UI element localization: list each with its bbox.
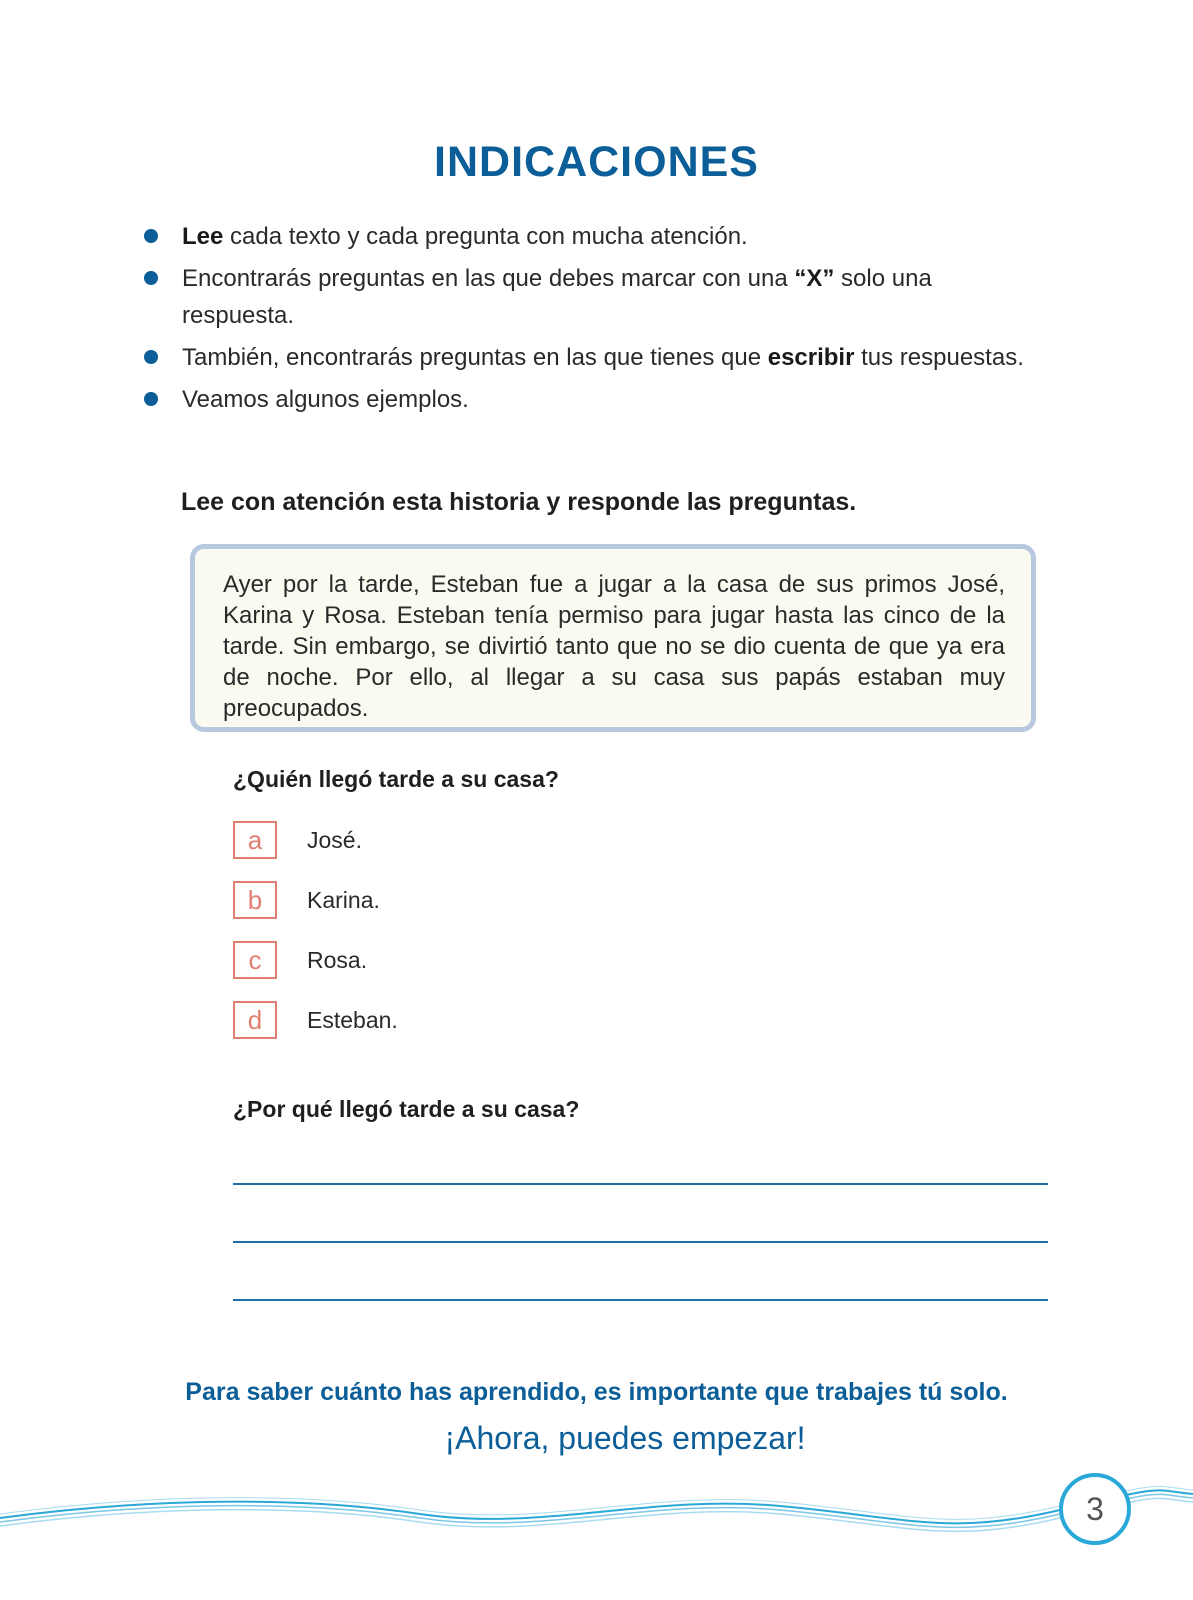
footer-note: Para saber cuánto has aprendido, es importante que trabajes tú solo. — [185, 1378, 1008, 1406]
option-checkbox[interactable]: a — [233, 821, 277, 859]
reading-instruction: Lee con atención esta historia y responde las preguntas. — [181, 488, 857, 516]
option-a[interactable] — [233, 821, 633, 865]
page-title: INDICACIONES — [434, 138, 759, 186]
option-checkbox[interactable]: b — [233, 881, 277, 919]
question-2: ¿Por qué llegó tarde a su casa? — [233, 1096, 580, 1122]
option-c[interactable] — [233, 941, 633, 985]
bullet-bold-text: “X” — [794, 265, 835, 292]
instruction-item — [140, 381, 1040, 418]
bullet-text: También, encontrarás preguntas en las que tienes que — [182, 344, 768, 371]
bullet-bold-text: escribir — [767, 344, 855, 371]
story-text: Ayer por la tarde, Esteban fue a jugar a la casa de sus primos José, Karina y Rosa. Esteban tenía permiso para jugar hasta las cinco de la tarde. Sin embargo, se divirtió tanto que no se dio cuenta de que ya era de noche. Por ello, al llegar a su casa sus papás estaban muy preocupados. — [223, 571, 1005, 722]
instructions-list — [140, 218, 1040, 423]
answer-line[interactable] — [233, 1241, 1048, 1243]
bullet-text: Veamos algunos ejemplos. — [182, 386, 469, 413]
option-label: Rosa. — [307, 947, 368, 973]
option-label: Karina. — [307, 887, 380, 913]
option-b[interactable] — [233, 881, 633, 925]
option-checkbox[interactable]: c — [233, 941, 277, 979]
option-d[interactable] — [233, 1001, 633, 1045]
bullet-text: tus respuestas. — [854, 344, 1024, 371]
bullet-icon — [144, 229, 158, 243]
instruction-item — [140, 218, 1040, 255]
bullet-icon — [144, 271, 158, 285]
footer-start-message: ¡Ahora, puedes empezar! — [444, 1420, 806, 1456]
instruction-item — [140, 260, 1040, 334]
option-label: Esteban. — [307, 1007, 398, 1033]
question-1: ¿Quién llegó tarde a su casa? — [233, 766, 559, 792]
answer-line[interactable] — [233, 1183, 1048, 1185]
bullet-icon — [144, 392, 158, 406]
bullet-text: Encontrarás preguntas en las que debes marcar con una — [182, 265, 795, 292]
instruction-item — [140, 339, 1040, 376]
option-label: José. — [307, 827, 362, 853]
page-number-badge: 3 — [1059, 1473, 1131, 1545]
bullet-icon — [144, 350, 158, 364]
bullet-text: solo una respuesta. — [182, 265, 932, 329]
answer-line[interactable] — [233, 1299, 1048, 1301]
bullet-bold-text: Lee — [182, 223, 224, 250]
wave-decoration — [0, 1470, 1193, 1550]
story-box — [190, 544, 1036, 732]
bullet-text: cada texto y cada pregunta con mucha atención. — [223, 223, 748, 250]
option-checkbox[interactable]: d — [233, 1001, 277, 1039]
